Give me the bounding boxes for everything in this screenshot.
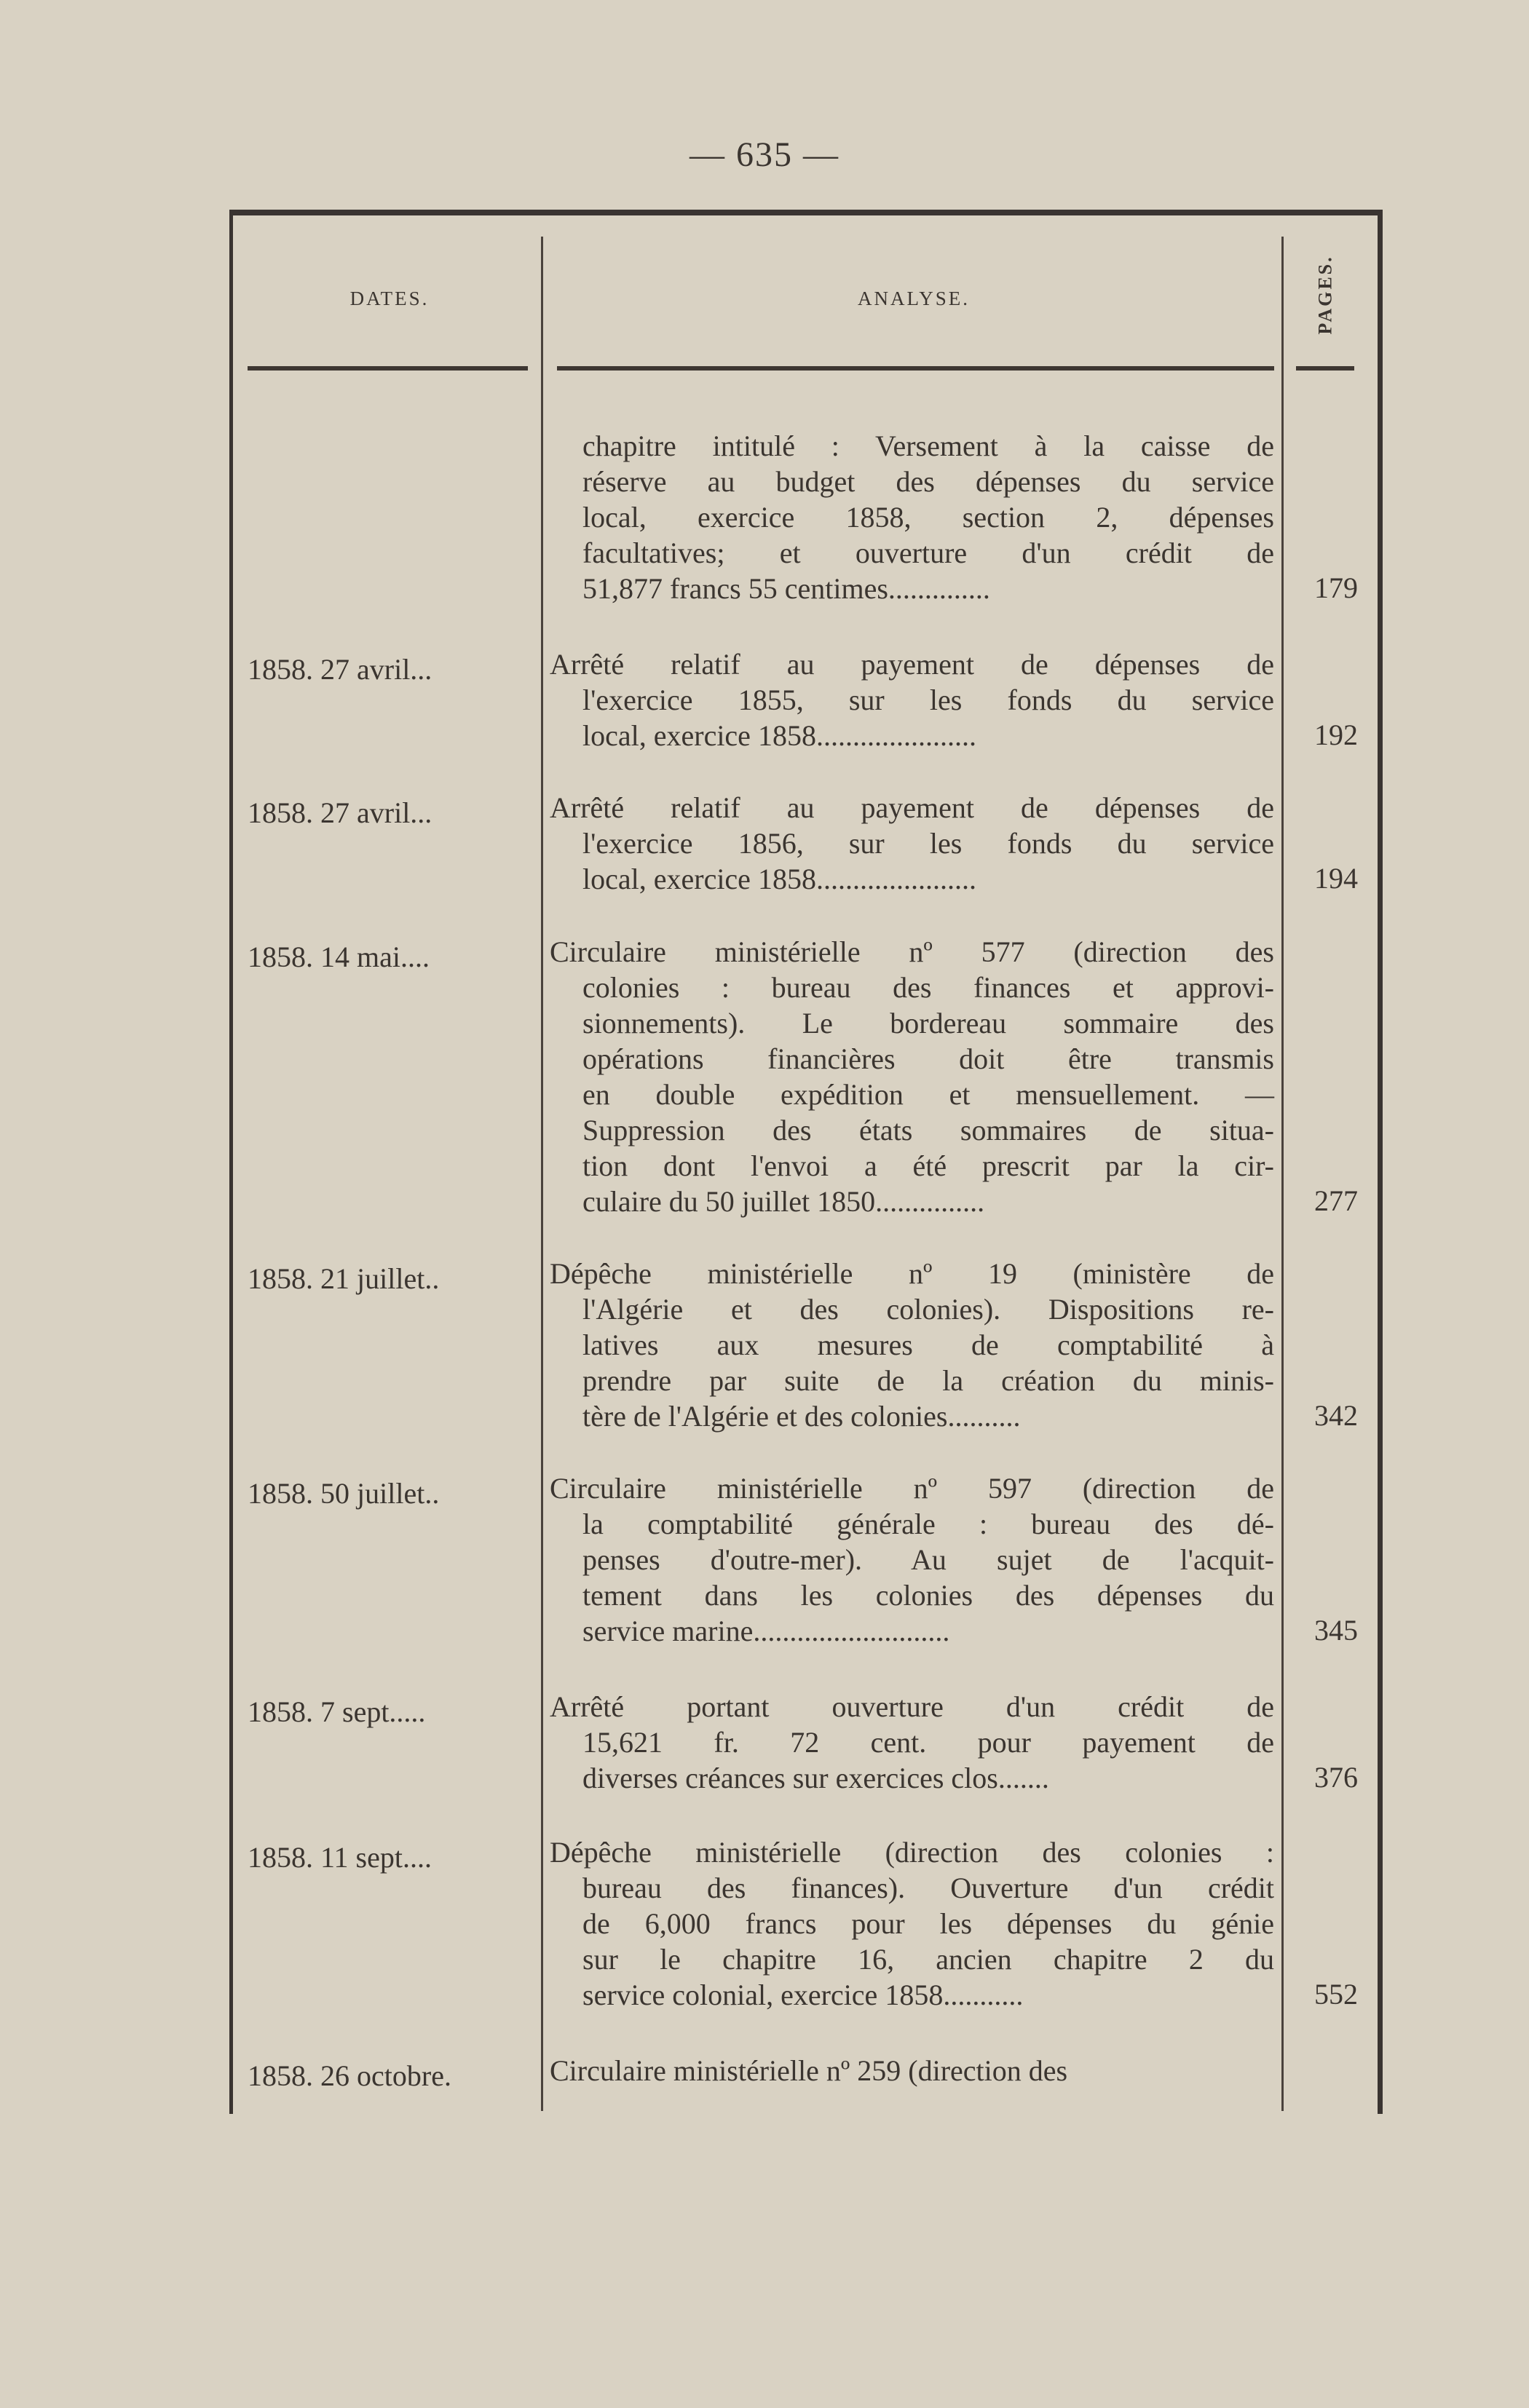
entry-date: 1858. 26 octobre. (248, 2059, 451, 2092)
entry-analysis (550, 1689, 1274, 1796)
entry-analysis (550, 934, 1274, 1219)
entry-analysis (550, 1470, 1274, 1649)
entry-analysis (550, 646, 1274, 753)
entry-page-number: 277 (1314, 1184, 1358, 1217)
entry-date: 1858. 7 sept..... (248, 1695, 426, 1728)
analysis-line: 15,621 fr. 72 cent. pour payement de (582, 1726, 1274, 1759)
analysis-line: colonies : bureau des finances et approvi- (582, 971, 1274, 1004)
entry-date: 1858. 14 mai.... (248, 940, 430, 973)
entry-analysis (550, 428, 1274, 606)
entry-analysis (550, 790, 1274, 897)
entry-analysis (550, 1256, 1274, 1434)
analysis-line: Circulaire ministérielle nº 577 (direction des (550, 935, 1274, 968)
analysis-line: facultatives; et ouverture d'un crédit de (582, 536, 1274, 569)
header-rule-pages (1296, 366, 1354, 371)
analysis-line: local, exercice 1858...................... (582, 719, 976, 752)
analysis-line: latives aux mesures de comptabilité à (582, 1328, 1274, 1361)
analysis-line: Dépêche ministérielle (direction des colonies : (550, 1836, 1274, 1869)
page-number: — 635 — (690, 135, 839, 174)
analysis-line: penses d'outre-mer). Au sujet de l'acquit- (582, 1543, 1274, 1576)
entry-date: 1858. 50 juillet.. (248, 1477, 440, 1510)
analysis-line: Arrêté relatif au payement de dépenses de (550, 648, 1274, 681)
analysis-line: bureau des finances). Ouverture d'un crédit (582, 1872, 1274, 1904)
entry-analysis (550, 2053, 1274, 2088)
column-divider-pages (1281, 237, 1284, 2111)
analysis-line: Suppression des états sommaires de situa- (582, 1114, 1274, 1146)
analysis-line: culaire du 50 juillet 1850............... (582, 1185, 985, 1218)
analysis-line: local, exercice 1858, section 2, dépenses (582, 501, 1274, 534)
analysis-line: 51,877 francs 55 centimes.............. (582, 572, 990, 605)
entry-page-number: 179 (1314, 571, 1358, 604)
analysis-line: opérations financières doit être transmis (582, 1042, 1274, 1075)
entry-date: 1858. 27 avril... (248, 653, 432, 686)
analysis-line: tement dans les colonies des dépenses du (582, 1579, 1274, 1612)
analysis-line: Dépêche ministérielle nº 19 (ministère de (550, 1257, 1274, 1290)
analysis-line: réserve au budget des dépenses du service (582, 465, 1274, 498)
analysis-line: l'Algérie et des colonies). Dispositions re- (582, 1293, 1274, 1326)
analysis-line: prendre par suite de la création du minis- (582, 1364, 1274, 1397)
entry-date: 1858. 11 sept.... (248, 1841, 432, 1874)
analysis-line: Arrêté portant ouverture d'un crédit de (550, 1690, 1274, 1723)
header-rule-dates (248, 366, 528, 371)
analysis-line: la comptabilité générale : bureau des dé- (582, 1508, 1274, 1540)
entry-page-number: 552 (1314, 1978, 1358, 2011)
analysis-line: en double expédition et mensuellement. — (582, 1078, 1274, 1111)
entry-date: 1858. 21 juillet.. (248, 1262, 440, 1295)
analysis-line: tion dont l'envoi a été prescrit par la cir- (582, 1149, 1274, 1182)
entry-page-number: 345 (1314, 1614, 1358, 1647)
entry-analysis (550, 1834, 1274, 2013)
entry-page-number: 342 (1314, 1399, 1358, 1432)
analysis-line: tère de l'Algérie et des colonies.......... (582, 1400, 1021, 1433)
header-pages (1292, 233, 1359, 357)
analysis-line: service colonial, exercice 1858........... (582, 1979, 1024, 2011)
column-divider-dates (541, 237, 543, 2111)
analysis-line: l'exercice 1856, sur les fonds du service (582, 827, 1274, 860)
analysis-line: service marine........................... (582, 1615, 950, 1647)
analysis-line: local, exercice 1858...................... (582, 863, 976, 895)
entry-page-number: 192 (1314, 718, 1358, 751)
analysis-line: sionnements). Le bordereau sommaire des (582, 1007, 1274, 1039)
header-dates: DATES. (349, 288, 430, 309)
analysis-line: de 6,000 francs pour les dépenses du génie (582, 1907, 1274, 1940)
entry-page-number: 194 (1314, 862, 1358, 895)
analysis-line: diverses créances sur exercices clos....... (582, 1762, 1049, 1794)
entry-page-number: 376 (1314, 1761, 1358, 1794)
analysis-line: sur le chapitre 16, ancien chapitre 2 du (582, 1943, 1274, 1976)
header-rule-analyse (557, 366, 1274, 371)
analysis-line: Arrêté relatif au payement de dépenses de (550, 791, 1274, 824)
analysis-line: Circulaire ministérielle nº 597 (direction de (550, 1472, 1274, 1505)
analysis-line: Circulaire ministérielle nº 259 (direction des (550, 2054, 1068, 2087)
header-analyse: ANALYSE. (857, 288, 971, 309)
analysis-line: chapitre intitulé : Versement à la caisse de (582, 429, 1274, 462)
entry-date: 1858. 27 avril... (248, 796, 432, 829)
header-pages-label: PAGES. (1315, 255, 1337, 335)
analysis-line: l'exercice 1855, sur les fonds du service (582, 684, 1274, 716)
